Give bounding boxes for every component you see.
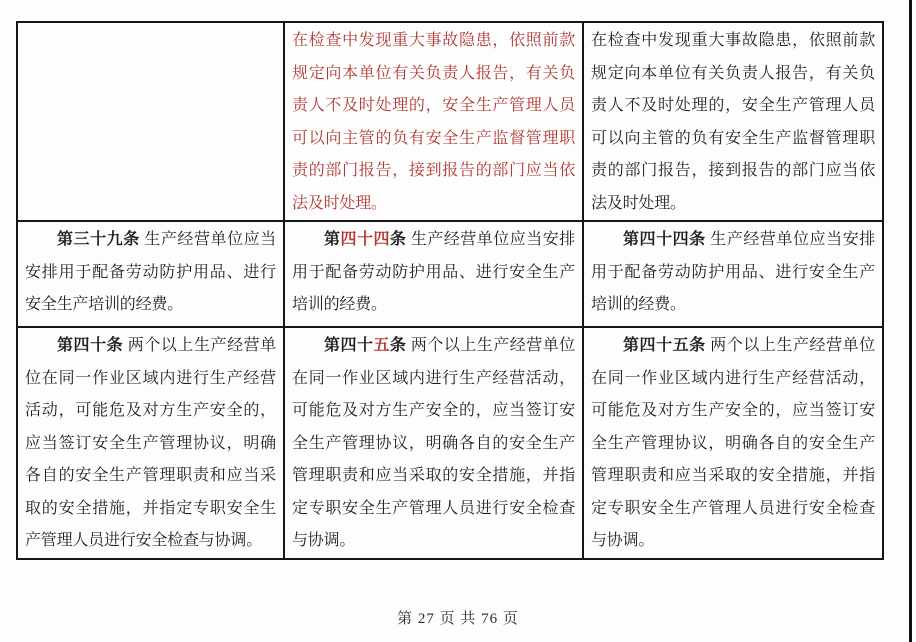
table-row (17, 221, 883, 327)
article-number: 条 (389, 231, 407, 248)
cell-r2-old-article-39 (17, 221, 284, 327)
cell-paragraph (292, 224, 575, 322)
cell-paragraph (591, 224, 875, 322)
cell-paragraph (25, 224, 276, 322)
article-text: 两个以上生产经营单位在同一作业区域内进行生产经营活动，可能危及对方生产安全的，应当签订安全生产管理协议，明确各自的安全生产管理职责和应当采取的安全措施，并指定专职安全生产管理人员进行安全检查与协调。 (591, 337, 875, 549)
article-text: 在检查中发现重大事故隐患，依照前款规定向本单位有关负责人报告，有关负责人不及时处理的，安全生产管理人员可以向主管的负有安全生产监督管理职责的部门报告，接到报告的部门应当依法及时处理。 (591, 32, 875, 212)
cell-r2-revision-article-44 (284, 221, 583, 327)
cell-paragraph (591, 25, 875, 220)
cell-r3-old-article-40 (17, 327, 284, 559)
cell-paragraph (292, 330, 575, 558)
article-number: 第四十 (324, 337, 374, 354)
article-number-revised: 五 (373, 337, 390, 354)
article-number: 条 (389, 337, 407, 354)
article-text: 两个以上生产经营单位在同一作业区域内进行生产经营活动，可能危及对方生产安全的，应当签订安全生产管理协议，明确各自的安全生产管理职责和应当采取的安全措施，并指定专职安全生产管理人员进行安全检查与协调。 (25, 337, 276, 549)
law-comparison-table (16, 21, 884, 560)
cell-r3-new-article-45 (583, 327, 883, 559)
table-row (17, 327, 883, 559)
cell-paragraph (292, 25, 575, 220)
cell-r1-new-law-text (583, 22, 883, 221)
article-number: 第三十九条 (57, 231, 140, 248)
page-number: 第 27 页 共 76 页 (397, 611, 519, 627)
article-number: 第四十条 (57, 337, 124, 354)
article-number: 第四十五条 (623, 337, 706, 354)
scan-edge-line (909, 0, 912, 642)
article-text: 生产经营单位应当安排用于配备劳动防护用品、进行安全生产培训的经费。 (25, 231, 276, 313)
article-text: 两个以上生产经营单位在同一作业区域内进行生产经营活动，可能危及对方生产安全的，应当签订安全生产管理协议，明确各自的安全生产管理职责和应当采取的安全措施，并指定专职安全生产管理人员进行安全检查与协调。 (292, 337, 575, 549)
article-text: 在检查中发现重大事故隐患，依照前款规定向本单位有关负责人报告，有关负责人不及时处理的，安全生产管理人员可以向主管的负有安全生产监督管理职责的部门报告，接到报告的部门应当依法及时处理。 (292, 32, 575, 212)
cell-r3-revision-article-45 (284, 327, 583, 559)
article-number: 第 (324, 231, 341, 248)
cell-r1-revision-text (284, 22, 583, 221)
article-text: 生产经营单位应当安排用于配备劳动防护用品、进行安全生产培训的经费。 (591, 231, 875, 313)
table-row (17, 22, 883, 221)
cell-paragraph (591, 330, 875, 558)
article-number: 第四十四条 (623, 231, 706, 248)
cell-r2-new-article-44 (583, 221, 883, 327)
cell-paragraph (25, 330, 276, 558)
cell-r1-old-law-empty (17, 22, 284, 221)
article-number-revised: 四十四 (340, 231, 390, 248)
article-text: 生产经营单位应当安排用于配备劳动防护用品、进行安全生产培训的经费。 (292, 231, 575, 313)
